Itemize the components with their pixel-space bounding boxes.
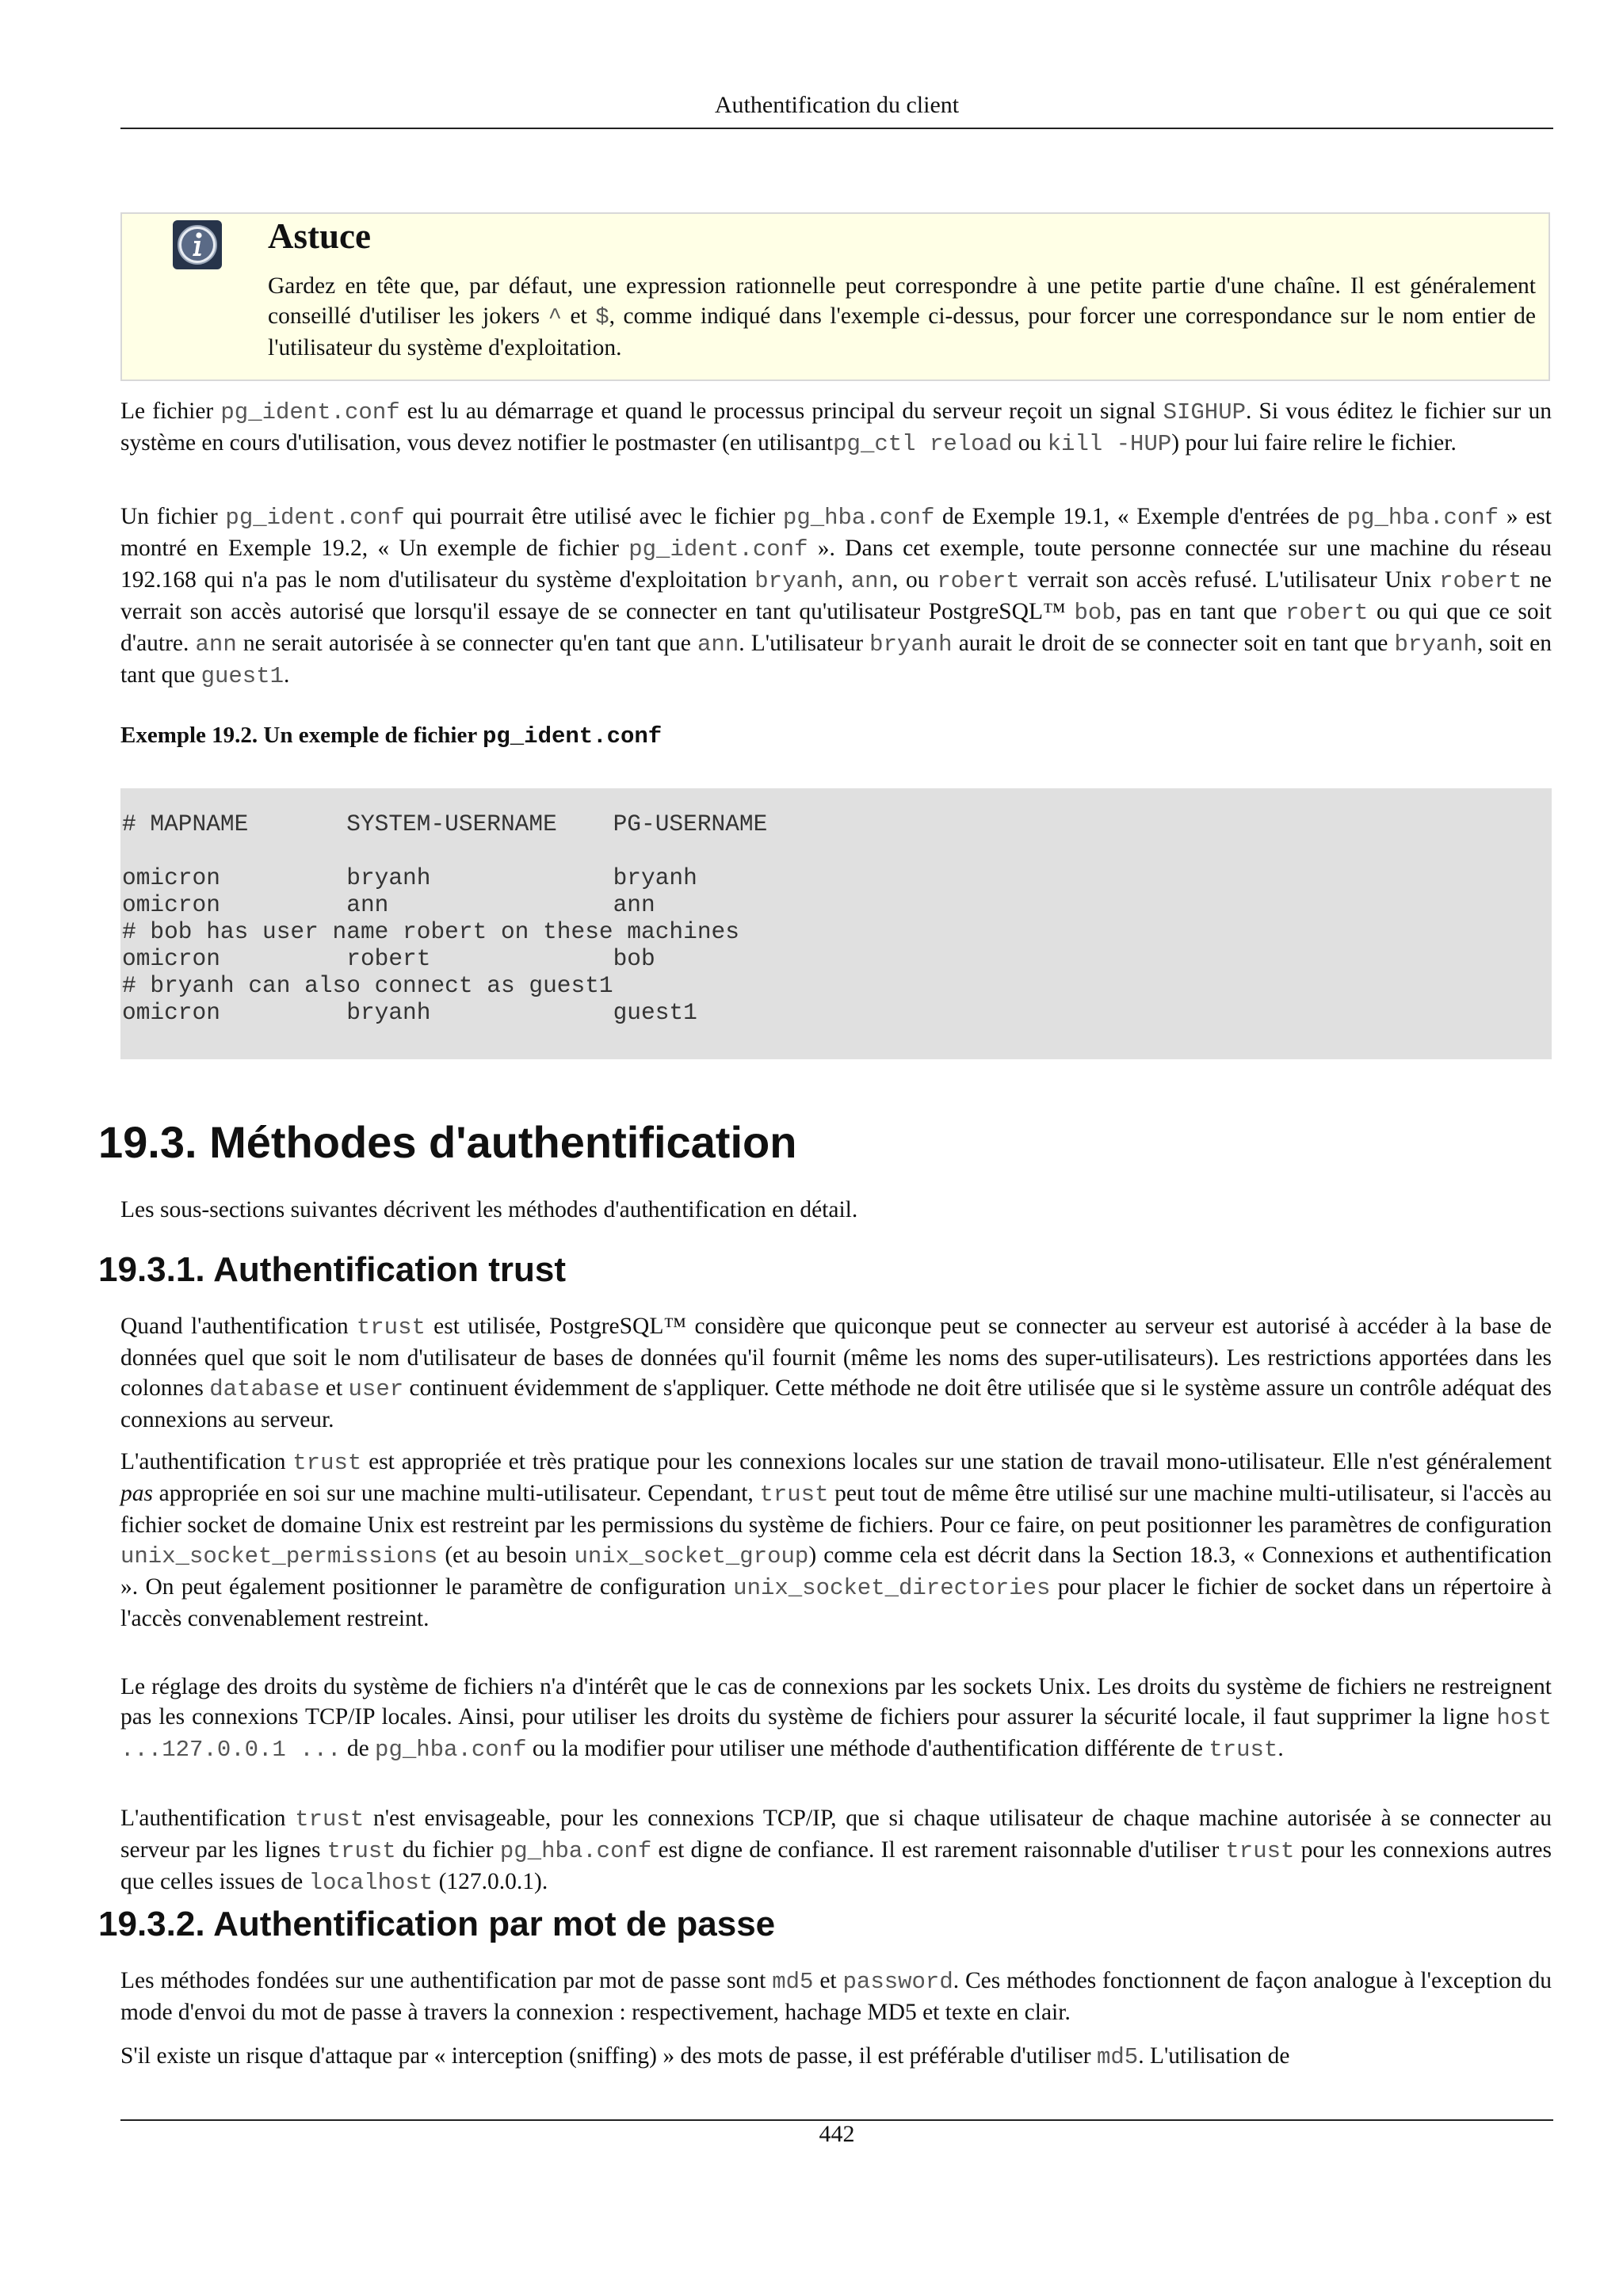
header-rule — [120, 128, 1553, 129]
paragraph-trust-4: L'authentification trust n'est envisageable, pour les connexions TCP/IP, que si chaque utilisateur de chaque machine autorisée à se connecter au serveur par les lignes trust du fichier pg_hba.conf est digne de confiance. Il est rarement raisonnable d'utiliser trust pour les connexions autres que celles issues de localhost (127.0.0.1). — [120, 1806, 1552, 1896]
code-listing: # MAPNAME SYSTEM-USERNAME PG-USERNAME omicron bryanh bryanh omicron ann ann # bob has user name robert on these machines omicron robert bob # bryanh can also connect as guest1 omicron bryanh guest1 — [122, 810, 768, 1026]
paragraph-pg-ident-reload: Le fichier pg_ident.conf est lu au démarrage et quand le processus principal du serveur reçoit un signal SIGHUP. Si vous éditez le fichier sur un système en cours d'utilisation, vous devez notifier le postmaster (en utilisantpg_ctl reload ou kill -HUP) pour lui faire relire le fichier. — [120, 399, 1552, 457]
paragraph-trust-1: Quand l'authentification trust est utilisée, PostgreSQL™ considère que quiconque peut se connecter au serveur est autorisé à accéder à la base de données quel que soit le nom d'utilisateur de bases de données qu'il fournit (même les noms des super-utilisateurs). Les restrictions apportées dans les colonnes database et user continuent évidemment de s'appliquer. Cette méthode ne doit être utilisée que si le système assure un contrôle adéquat des connexions au serveur. — [120, 1314, 1552, 1432]
example-title: Exemple 19.2. Un exemple de fichier pg_ident.conf — [120, 723, 663, 749]
tip-title: Astuce — [268, 216, 371, 256]
paragraph-trust-3: Le réglage des droits du système de fichiers n'a d'intérêt que le cas de connexions par les sockets Unix. Les droits du système de fichiers ne restreignent pas les connexions TCP/IP locales. Ainsi, pour utiliser les droits du système de fichiers pour assurer la sécurité locale, il faut supprimer la ligne host ...127.0.0.1 ... de pg_hba.conf ou la modifier pour utiliser une méthode d'authentification différente de trust. — [120, 1674, 1552, 1763]
paragraph-example-description: Un fichier pg_ident.conf qui pourrait être utilisé avec le fichier pg_hba.conf de Exemple 19.1, « Exemple d'entrées de pg_hba.conf » est montré en Exemple 19.2, « Un exemple de fichier pg_ident.conf ». Dans cet exemple, toute personne connectée sur une machine du réseau 192.168 qui n'a pas le nom d'utilisateur du système d'exploitation bryanh, ann, ou robert verrait son accès refusé. L'utilisateur Unix robert ne verrait son accès autorisé que lorsqu'il essaye de se connecter en tant qu'utilisateur PostgreSQL™ bob, pas en tant que robert ou qui que ce soit d'autre. ann ne serait autorisée à se connecter qu'en tant que ann. L'utilisateur bryanh aurait le droit de se connecter soit en tant que bryanh, soit en tant que guest1. — [120, 504, 1552, 689]
paragraph-password-2: S'il existe un risque d'attaque par « interception (sniffing) » des mots de passe, il est préférable d'utiliser md5. L'utilisation de — [120, 2043, 1290, 2070]
running-header: Authentification du client — [714, 92, 960, 118]
subsection-heading-trust: 19.3.1. Authentification trust — [98, 1250, 567, 1289]
paragraph-trust-2: L'authentification trust est appropriée et très pratique pour les connexions locales sur une station de travail mono-utilisateur. Elle n'est généralement pas appropriée en soi sur une machine multi-utilisateur. Cependant, trust peut tout de même être utilisé sur une machine multi-utilisateur, si l'accès au fichier socket de domaine Unix est restreint par les permissions du système de fichiers. Pour ce faire, on peut positionner les paramètres de configuration unix_socket_permissions (et au besoin unix_socket_group) comme cela est décrit dans la Section 18.3, « Connexions et authentification ». On peut également positionner le paramètre de configuration unix_socket_directories pour placer le fichier de socket dans un répertoire à l'accès convenablement restreint. — [120, 1449, 1552, 1631]
section-heading: 19.3. Méthodes d'authentification — [98, 1117, 797, 1167]
tip-body: Gardez en tête que, par défaut, une expression rationnelle peut correspondre à une petite partie d'une chaîne. Il est généralement conseillé d'utiliser les jokers ^ et $, comme indiqué dans l'exemple ci-dessus, pour forcer une correspondance sur le nom entier de l'utilisateur du système d'exploitation. — [268, 273, 1536, 360]
paragraph-password-1: Les méthodes fondées sur une authentification par mot de passe sont md5 et password. Ces méthodes fonctionnent de façon analogue à l'exception du mode d'envoi du mot de passe à travers la connexion : respectivement, hachage MD5 et texte en clair. — [120, 1968, 1552, 2025]
tip-box — [120, 212, 1550, 381]
code-example-box — [120, 788, 1552, 1059]
subsection-heading-password: 19.3.2. Authentification par mot de passe — [98, 1905, 776, 1943]
page-number: 442 — [819, 2121, 855, 2147]
section-intro: Les sous-sections suivantes décrivent les méthodes d'authentification en détail. — [120, 1197, 858, 1222]
info-icon — [173, 220, 222, 269]
